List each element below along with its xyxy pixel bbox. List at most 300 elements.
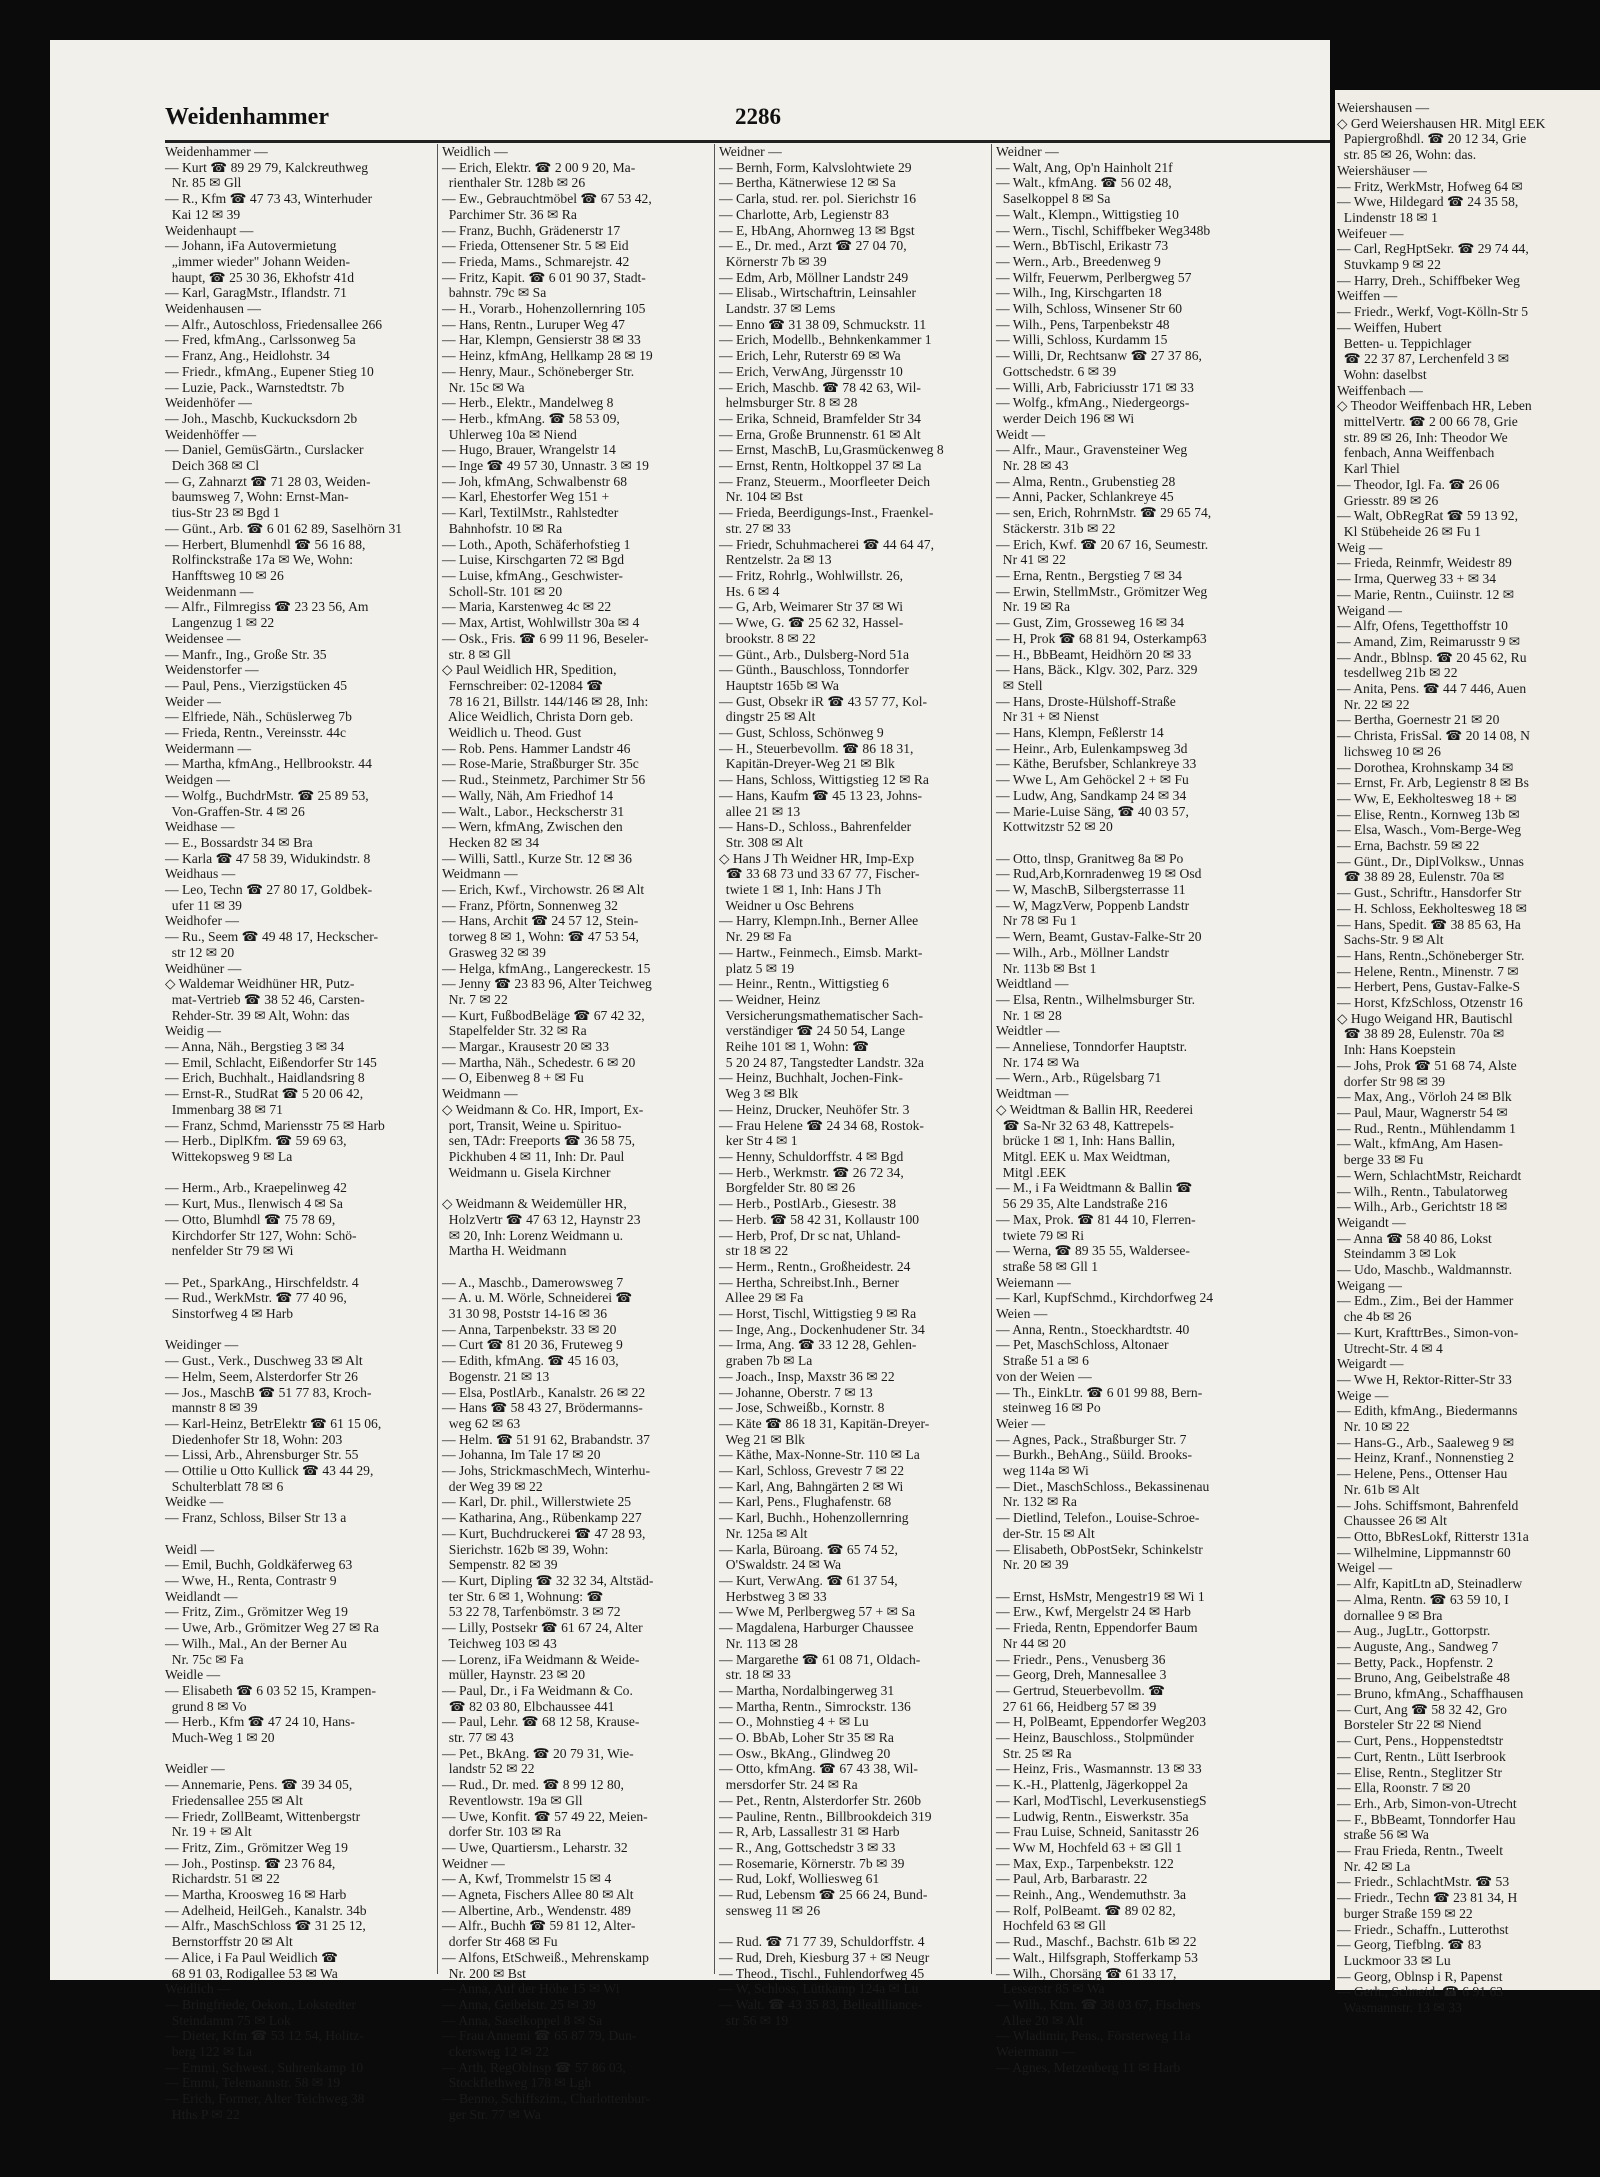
listing-line: Nr. 61b ✉ Alt [1337, 1481, 1420, 1497]
listing-line: — Rud, Dreh, Kiesburg 37 + ✉ Neugr [719, 1949, 930, 1965]
listing-line: — Hans ☎ 58 43 27, Brödermanns- [442, 1400, 643, 1416]
listing-line: — Elisabeth ☎ 6 03 52 15, Krampen- [165, 1682, 376, 1698]
listing-line: Weidner — [719, 144, 782, 159]
listing-line: Weidtman — [996, 1086, 1069, 1102]
listing-line: Steindamm 3 ✉ Lok [1337, 1246, 1456, 1262]
listing-line: — Osw., BkAng., Glindweg 20 [719, 1745, 891, 1761]
listing-line: HolzVertr ☎ 47 63 12, Haynstr 23 [442, 1211, 641, 1227]
listing-line: — Kurt, Dipling ☎ 32 32 34, Altstäd- [442, 1572, 654, 1588]
listing-line: — Paul, Maur, Wagnerstr 54 ✉ [1337, 1105, 1508, 1120]
listing-line: — Walt., Labor., Heckscherstr 31 [442, 803, 625, 819]
listing-line: Nr. 15c ✉ Wa [442, 379, 525, 395]
listing-line: Landstr. 37 ✉ Lems [719, 301, 836, 317]
listing-line: — Ew., Gebrauchtmöbel ☎ 67 53 42, [442, 191, 652, 207]
listing-line: — Johanne, Oberstr. 7 ✉ 13 [719, 1384, 873, 1400]
listing-line: — Frau Luise, Schneid, Sanitasstr 26 [996, 1824, 1199, 1840]
listing-line: str 18 ✉ 22 [719, 1243, 789, 1259]
listing-line: — Frau Annemi ☎ 65 87 79, Dun- [442, 2028, 637, 2044]
listing-line: — Erh., Arb, Simon-von-Utrecht [1337, 1795, 1517, 1811]
listing-line: Weidenhöffer — [165, 426, 257, 442]
listing-line: Pickhuben 4 ✉ 11, Inh: Dr. Paul [442, 1149, 625, 1164]
listing-line: — Herb., DiplKfm. ☎ 59 69 63, [165, 1133, 347, 1149]
listing-line: Mitgl .EEK [996, 1164, 1067, 1180]
listing-line [442, 1259, 710, 1275]
listing-line: ker Str 4 ✉ 1 [719, 1133, 798, 1149]
listing-line: — Ludw, Ang, Sandkamp 24 ✉ 34 [996, 787, 1187, 803]
listing-line: — Rud., Dr. med. ☎ 8 99 12 80, [442, 1777, 624, 1793]
listing-line: — Agnes, Pack., Straßburger Str. 7 [996, 1431, 1187, 1447]
listing-line: Kapitän-Dreyer-Weg 21 ✉ Blk [719, 756, 895, 772]
listing-line: — Georg, Dreh, Mannesallee 3 [996, 1667, 1167, 1683]
listing-line: baumsweg 7, Wohn: Ernst-Man- [165, 489, 349, 505]
listing-line: Weg 21 ✉ Blk [719, 1431, 805, 1447]
listing-line: Kirchdorfer Str 127, Wohn: Schö- [165, 1227, 357, 1243]
listing-line: — A, Kwf, Trommelstr 15 ✉ 4 [442, 1871, 612, 1887]
listing-line: berg 122 ✉ La [165, 2044, 253, 2060]
listing-line: — Friedr., SchlachtMstr. ☎ 53 [1337, 1874, 1510, 1890]
listing-line: Rolfinckstraße 17a ✉ We, Wohn: [165, 552, 354, 568]
listing-line: Fernschreiber: 02-12084 ☎ [442, 677, 604, 693]
listing-line: — Franz, Pförtn, Sonnenweg 32 [442, 897, 618, 913]
listing-line: — E., Bossardstr 34 ✉ Bra [165, 834, 313, 850]
listing-line: berge 33 ✉ Fu [1337, 1152, 1424, 1168]
listing-line: — Wladimir, Pens., Försterweg 11a [996, 2028, 1191, 2044]
listing-line: — Frau Frieda, Rentn., Tweelt [1337, 1843, 1504, 1859]
listing-line: — Joh., Maschb, Kuckucksdorn 2b [165, 410, 358, 426]
listing-line: — Walt, Ang, Op'n Hainholt 21f [996, 159, 1173, 175]
listing-line: Herbstweg 3 ✉ 33 [719, 1588, 827, 1604]
listing-line: — Rolf, PolBeamt. ☎ 89 02 82, [996, 1902, 1176, 1918]
listing-line: — Max, Prok. ☎ 81 44 10, Flerren- [996, 1211, 1196, 1227]
listing-line: Nr. 19 + ✉ Alt [165, 1824, 252, 1840]
listing-line: — Wilh., Ktm. ☎ 38 03 67, Fischers [996, 1996, 1201, 2012]
listing-line: Weiershäuser — [1337, 162, 1427, 178]
listing-line: — Lissi, Arb., Ahrensburger Str. 55 [165, 1447, 359, 1463]
listing-line: — E, HbAng, Ahornweg 13 ✉ Bgst [719, 222, 915, 238]
listing-line: ger Str. 77 ✉ Wa [442, 2106, 541, 2122]
listing-line: Weidinger — [165, 1337, 239, 1353]
listing-line: — Harry, Dreh., Schiffbeker Weg [1337, 272, 1520, 288]
listing-line: — Karl, Ang, Bahngärten 2 ✉ Wi [719, 1478, 904, 1494]
listing-line: — Reinh., Ang., Wendemuthstr. 3a [996, 1887, 1187, 1903]
listing-line: ter Str. 6 ✉ 1, Wohnung: ☎ [442, 1588, 604, 1604]
listing-line: — H., BbBeamt, Heidhörn 20 ✉ 33 [996, 646, 1192, 662]
listing-line: — Max, Exp., Tarpenbekstr. 122 [996, 1855, 1174, 1871]
listing-line: — Herm., Rentn., Großheidestr. 24 [719, 1258, 911, 1274]
listing-line: — Emil, Buchh, Goldkäferweg 63 [165, 1557, 353, 1573]
listing-line: Weidensee — [165, 630, 241, 646]
listing-line: Weidlandt — [165, 1588, 238, 1604]
listing-line: — Gust., Verk., Duschweg 33 ✉ Alt [165, 1353, 363, 1369]
listing-line: Borsteler Str 22 ✉ Niend [1337, 1717, 1482, 1733]
listing-line: — Martha, Näh., Schedestr. 6 ✉ 20 [442, 1054, 636, 1070]
listing-line: — Karl, Dr. phil., Willerstwiete 25 [442, 1494, 632, 1510]
listing-line: Weier — [996, 1415, 1046, 1431]
listing-line: — Alfr., Buchh ☎ 59 81 12, Alter- [442, 1918, 636, 1934]
listing-line: — Franz, Ang., Heidlohstr. 34 [165, 348, 330, 364]
listing-line: — Katharina, Ang., Rübenkamp 227 [442, 1510, 642, 1526]
listing-line: — Erwin, StellmMstr., Grömitzer Weg [996, 583, 1208, 599]
listing-line: — Herb. ☎ 58 42 31, Kollaustr 100 [719, 1211, 920, 1227]
listing-line: — O., Mohnstieg 4 + ✉ Lu [719, 1714, 869, 1730]
listing-line: — Wilh., Arb., Möllner Landstr [996, 944, 1169, 960]
listing-line: Saselkoppel 8 ✉ Sa [996, 191, 1111, 207]
listing-line: — Anna, Geibelstr. 25 ✉ 39 [442, 1996, 596, 2012]
listing-line: lichsweg 10 ✉ 26 [1337, 743, 1441, 759]
listing-line: Weidl — [165, 1541, 215, 1557]
listing-line: — Henny, Schuldorffstr. 4 ✉ Bgd [719, 1149, 904, 1164]
listing-line: — Frieda, Reinmfr, Weidestr 89 [1337, 555, 1512, 571]
listing-line: Bahnhofstr. 10 ✉ Ra [442, 520, 563, 536]
listing-line: ☎ Sa-Nr 32 63 48, Kattrepels- [996, 1117, 1174, 1133]
listing-line: Wohn: daselbst [1337, 366, 1427, 382]
listing-line: — Hans, Schloss, Wittigstieg 12 ✉ Ra [719, 772, 929, 788]
listing-line: — Agneta, Fischers Allee 80 ✉ Alt [442, 1887, 634, 1903]
page-title: Weidenhammer [165, 104, 329, 130]
listing-line: Nr. 174 ✉ Wa [996, 1054, 1080, 1070]
listing-line: Nr. 20 ✉ 39 [996, 1557, 1069, 1573]
listing-line: — Rud, Lokf, Wolliesweg 61 [719, 1871, 880, 1887]
listing-line: — Erw., Kwf, Mergelstr 24 ✉ Harb [996, 1604, 1191, 1620]
listing-line: Weifeuer — [1337, 225, 1404, 241]
listing-line: — Friedr, ZollBeamt, Wittenbergstr [165, 1808, 361, 1824]
listing-line: — A., Maschb., Damerowsweg 7 [442, 1274, 624, 1290]
listing-line: — Horst, KfzSchloss, Otzenstr 16 [1337, 995, 1523, 1011]
listing-line: — Elise, Rentn., Kornweg 13b ✉ [1337, 806, 1520, 822]
listing-line: — Karl, ModTischl, LeverkusenstiegS [996, 1792, 1207, 1808]
listing-line: — Kurt, Buchdruckerei ☎ 47 28 93, [442, 1525, 646, 1541]
listing-line: — Agnes, Metzenberg 11 ✉ Harb [996, 2059, 1181, 2075]
listing-line: — H. Schloss, Eekholtesweg 18 ✉ [1337, 900, 1527, 916]
listing-line: — Herb., Kfm ☎ 47 24 10, Hans- [165, 1714, 355, 1730]
listing-line: — Elisab., Wirtschaftrin, Leinsahler [719, 285, 917, 301]
listing-line: — Ru., Seem ☎ 49 48 17, Heckscher- [165, 929, 378, 945]
listing-line: Rehder-Str. 39 ✉ Alt, Wohn: das [165, 1007, 350, 1023]
listing-line: — Franz, Buchh, Grädenerstr 17 [442, 222, 621, 238]
listing-line: ☎ 33 68 73 und 33 67 77, Fischer- [719, 866, 920, 882]
listing-line: mersdorfer Str. 24 ✉ Ra [719, 1777, 858, 1793]
listing-line: — Erich, Maschb. ☎ 78 42 63, Wil- [719, 379, 921, 395]
listing-line: — Anna, Rentn., Stoeckhardtstr. 40 [996, 1321, 1190, 1337]
listing-line: Weidenhaupt — [165, 222, 254, 238]
listing-line: Uhlerweg 10a ✉ Niend [442, 426, 577, 442]
listing-line: — Erich, Modellb., Behnkenkammer 1 [719, 332, 932, 348]
listing-line: — Käte ☎ 86 18 31, Kapitän-Dreyer- [719, 1415, 930, 1431]
listing-line: tius-Str 23 ✉ Bgd 1 [165, 505, 280, 521]
listing-line: Nr. 104 ✉ Bst [719, 489, 803, 505]
listing-line: — Helm. ☎ 51 91 62, Brabandstr. 37 [442, 1431, 650, 1447]
listing-line: — Andr., Bblnsp. ☎ 20 45 62, Ru [1337, 649, 1527, 665]
listing-line: Bernstorffstr 20 ✉ Alt [165, 1934, 293, 1950]
listing-line: — O. BbAb, Loher Str 35 ✉ Ra [719, 1730, 894, 1746]
listing-line: str 56 ✉ 19 [719, 2012, 789, 2028]
listing-line: str. 85 ✉ 26, Wohn: das. [1337, 147, 1477, 163]
listing-line: Von-Graffen-Str. 4 ✉ 26 [165, 803, 305, 819]
listing-line: Friedensallee 255 ✉ Alt [165, 1792, 303, 1808]
listing-line: dorfer Str 468 ✉ Fu [442, 1934, 558, 1950]
column-1 [165, 144, 433, 2122]
listing-line: Nr. 10 ✉ 22 [1337, 1419, 1410, 1435]
listing-line: — K.-H., Plattenlg, Jägerkoppel 2a [996, 1777, 1188, 1793]
listing-line: Straße 51 a ✉ 6 [996, 1353, 1089, 1369]
listing-line: Martha H. Weidmann [442, 1243, 567, 1259]
listing-line: Hochfeld 63 ✉ Gll [996, 1918, 1106, 1934]
listing-line: — Wwe, H., Renta, Contrastr 9 [165, 1572, 337, 1588]
listing-line: — Karl, Ehestorfer Weg 151 + [442, 489, 610, 505]
listing-line: — Fritz, WerkMstr, Hofweg 64 ✉ [1337, 178, 1523, 194]
listing-line: Immenbarg 38 ✉ 71 [165, 1101, 283, 1117]
listing-line: — Auguste, Ang., Sandweg 7 [1337, 1638, 1499, 1654]
listing-line: Weidke — [165, 1494, 224, 1510]
listing-line: — Herbert, Pens, Gustav-Falke-S [1337, 979, 1521, 995]
listing-line: landstr 52 ✉ 22 [442, 1761, 535, 1777]
listing-line: — Joh., Postinsp. ☎ 23 76 84, [165, 1855, 336, 1871]
listing-line: von der Weien — [996, 1368, 1092, 1384]
listing-line: Nr. 132 ✉ Ra [996, 1494, 1077, 1510]
listing-line: — Edm, Arb, Möllner Landstr 249 [719, 269, 909, 285]
listing-line: — Hans, Kaufm ☎ 45 13 23, Johns- [719, 787, 923, 803]
listing-line: — W, MaschB, Silbergsterrasse 11 [996, 882, 1186, 898]
listing-line: — Johann, iFa Autovermietung [165, 238, 337, 254]
listing-line: — Alfr, Ofens, Tegetthoffstr 10 [1337, 618, 1508, 634]
listing-line: — Erna, Rentn., Bergstieg 7 ✉ 34 [996, 567, 1182, 583]
listing-line: — Ella, Roonstr. 7 ✉ 20 [1337, 1780, 1471, 1796]
listing-line: — Alfr., MaschSchloss ☎ 31 25 12, [165, 1918, 366, 1934]
listing-line: Weidner u Osc Behrens [719, 897, 854, 913]
listing-line: — Betty, Pack., Hopfenstr. 2 [1337, 1654, 1494, 1670]
listing-line: — Max, Ang., Vörloh 24 ✉ Blk [1337, 1089, 1512, 1105]
listing-line: — G, Arb, Weimarer Str 37 ✉ Wi [719, 599, 904, 615]
listing-line: Weidtler — [996, 1023, 1060, 1039]
listing-line: — Rud, Lebensm ☎ 25 66 24, Bund- [719, 1887, 928, 1903]
listing-line: Weidmann — [442, 866, 518, 882]
listing-line: — Friedr., Pens., Venusberg 36 [996, 1651, 1166, 1667]
listing-line: Nr. 75c ✉ Fa [165, 1651, 244, 1667]
listing-line: — F., BbBeamt, Tonndorfer Hau [1337, 1811, 1516, 1827]
listing-line: — Martha, Nordalbingerweg 31 [719, 1682, 895, 1698]
listing-line: — Herb., PostlArb., Giesestr. 38 [719, 1196, 897, 1212]
listing-line: — Hans, Klempn, Feßlerstr 14 [996, 725, 1164, 741]
listing-line: — Aug., JugLtr., Gottorpstr. [1337, 1623, 1491, 1639]
listing-line: grund 8 ✉ Vo [165, 1698, 247, 1714]
listing-line: müller, Haynstr. 23 ✉ 20 [442, 1667, 585, 1683]
listing-line: — Fritz, Zim., Grömitzer Weg 19 [165, 1839, 348, 1855]
listing-line: — sen, Erich, RohrnMstr. ☎ 29 65 74, [996, 505, 1212, 521]
listing-line: — Horst, Tischl, Wittigstieg 9 ✉ Ra [719, 1306, 917, 1322]
listing-line: — Franz, Schmd, Mariensstr 75 ✉ Harb [165, 1117, 385, 1133]
listing-line: Weidtland — [996, 976, 1069, 992]
listing-line: Weiemann — [996, 1274, 1071, 1290]
listing-line: — Heinr., Rentn., Wittigstieg 6 [719, 976, 889, 992]
listing-line: — Kurt, Mus., Ilenwisch 4 ✉ Sa [165, 1196, 343, 1212]
listing-line: — Leo, Techn ☎ 27 80 17, Goldbek- [165, 882, 373, 898]
listing-line: — Uwe, Arb., Grömitzer Weg 27 ✉ Ra [165, 1620, 379, 1636]
listing-line: — Walt., kfmAng, Am Hasen- [1337, 1136, 1503, 1152]
listing-line: str. 8 ✉ Gll [442, 646, 511, 662]
listing-line: — Loth., Apoth, Schäferhofstieg 1 [442, 536, 631, 552]
listing-line: — Jos., MaschB ☎ 51 77 83, Kroch- [165, 1384, 372, 1400]
listing-line: — Emil, Schlacht, Eißendorfer Str 145 [165, 1054, 377, 1070]
listing-line: — Ernst, Fr. Arb, Legienstr 8 ✉ Bs [1337, 775, 1529, 791]
listing-line: mittelVertr. ☎ 2 00 66 78, Grie [1337, 414, 1518, 430]
listing-line: 68 91 03, Rodigallee 53 ✉ Wa [165, 1965, 338, 1981]
listing-line: sen, TAdr: Freeports ☎ 36 58 75, [442, 1133, 636, 1149]
listing-line: werder Deich 196 ✉ Wi [996, 410, 1135, 426]
listing-line: Weidenstorfer — [165, 662, 259, 678]
listing-line: — Hans, Spedit. ☎ 38 85 63, Ha [1337, 916, 1521, 932]
listing-line: brookstr. 8 ✉ 22 [719, 630, 816, 646]
listing-line: der-Str. 15 ✉ Alt [996, 1525, 1095, 1541]
listing-line: — Karl, Schloss, Grevestr 7 ✉ 22 [719, 1463, 905, 1479]
listing-line: burger Straße 159 ✉ 22 [1337, 1905, 1473, 1921]
listing-line: — Erich, Buchhalt., Haidlandsring 8 [165, 1070, 365, 1086]
listing-line: Betten- u. Teppichlager [1337, 335, 1472, 351]
listing-line: — Helm, Seem, Alsterdorfer Str 26 [165, 1368, 358, 1384]
listing-line: — Herb., Elektr., Mandelweg 8 [442, 395, 614, 411]
listing-line: Kl Stübeheide 26 ✉ Fu 1 [1337, 523, 1481, 539]
listing-line: — Martha, Rentn., Simrockstr. 136 [719, 1698, 911, 1714]
listing-line: Allee 20 ✉ Alt [996, 2012, 1084, 2028]
listing-line: — Herb., kfmAng. ☎ 58 53 09, [442, 410, 620, 426]
listing-line: Sierichstr. 162b ✉ 39, Wohn: [442, 1541, 609, 1557]
listing-line: str 12 ✉ 20 [165, 944, 235, 960]
listing-line: Weidig — [165, 1023, 221, 1039]
listing-line: dornallee 9 ✉ Bra [1337, 1607, 1443, 1623]
listing-line: — Pauline, Rentn., Billbrookdeich 319 [719, 1808, 932, 1824]
listing-line: Nr. 22 ✉ 22 [1337, 696, 1410, 712]
listing-line: — Wwe L, Am Gehöckel 2 + ✉ Fu [996, 772, 1189, 788]
listing-line: — Kurt, KrafttrBes., Simon-von- [1337, 1324, 1519, 1340]
listing-line: — Johs, StrickmaschMech, Winterhu- [442, 1463, 650, 1479]
listing-line: — Günth., Bauschloss, Tonndorfer [719, 662, 909, 678]
listing-line: — Joh, kfmAng, Schwalbenstr 68 [442, 473, 628, 489]
listing-line: Hs. 6 ✉ 4 [719, 583, 780, 599]
listing-line: — Wern, kfmAng, Zwischen den [442, 819, 623, 835]
listing-line: Papiergroßhdl. ☎ 20 12 34, Grie [1337, 131, 1527, 147]
listing-line: — Wilh., Mal., An der Berner Au [165, 1635, 347, 1651]
listing-line: — Willi, Sattl., Kurze Str. 12 ✉ 36 [442, 850, 632, 866]
listing-line: straße 58 ✉ Gll 1 [996, 1258, 1098, 1274]
listing-line: — Ernst, Rentn, Holtkoppel 37 ✉ La [719, 458, 922, 474]
listing-line: Weidenhöfer — [165, 395, 252, 411]
listing-line: — H, Prok ☎ 68 81 94, Osterkamp63 [996, 630, 1207, 646]
listing-line: — Gertrud, Steuerbevollm. ☎ [996, 1682, 1166, 1698]
listing-line: Weider — [165, 693, 221, 709]
listing-line: — Carla, stud. rer. pol. Sierichstr 16 [719, 191, 917, 207]
listing-line: Weidenhausen — [165, 301, 261, 317]
listing-line: — Heinr., Arb, Eulenkampsweg 3d [996, 740, 1188, 756]
listing-line: Sinstorfweg 4 ✉ Harb [165, 1306, 294, 1322]
listing-line: — Johanna, Im Tale 17 ✉ 20 [442, 1447, 601, 1463]
listing-line [165, 1259, 433, 1275]
listing-line: — Erich, Former, Alter Teichweg 38 [165, 2091, 365, 2107]
listing-line: — W, MagzVerw, Poppenb Landstr [996, 897, 1190, 913]
listing-line: — Elsa, PostlArb., Kanalstr. 26 ✉ 22 [442, 1384, 646, 1400]
listing-line: — Pet., BkAng. ☎ 20 79 31, Wie- [442, 1745, 634, 1761]
listing-line: — Ww M, Hochfeld 63 + ✉ Gll 1 [996, 1839, 1183, 1855]
listing-line: — Alfr., Maur., Gravensteiner Weg [996, 442, 1188, 458]
listing-line: — Elsa, Wasch., Vom-Berge-Weg [1337, 822, 1522, 838]
listing-line: ◇ Hans J Th Weidner HR, Imp-Exp [719, 850, 914, 866]
listing-line: 53 22 78, Tarfenbömstr. 3 ✉ 72 [442, 1604, 621, 1620]
listing-line: — Wern., Tischl, Schiffbeker Weg348b [996, 222, 1211, 238]
listing-line: — R, Arb, Lassallestr 31 ✉ Harb [719, 1824, 900, 1840]
listing-line: — Lorenz, iFa Weidmann & Weide- [442, 1651, 640, 1667]
listing-line: Weidenhammer — [165, 144, 268, 159]
listing-line: — Alfr., Autoschloss, Friedensallee 266 [165, 316, 383, 332]
listing-line: — Luzie, Pack., Warnstedtstr. 7b [165, 379, 345, 395]
listing-line: — Paul, Lehr. ☎ 68 12 58, Krause- [442, 1714, 640, 1730]
listing-line: — Anneliese, Tonndorfer Hauptstr. [996, 1039, 1187, 1055]
listing-line: Utrecht-Str. 4 ✉ 4 [1337, 1340, 1443, 1356]
listing-line: — Alfr., Filmregiss ☎ 23 23 56, Am [165, 599, 369, 615]
column-divider [437, 144, 438, 1974]
listing-line: Weigandt — [1337, 1214, 1406, 1230]
listing-line: Wasmannstr. 13 ✉ 33 [1337, 2000, 1462, 2016]
listing-line: Lindenstr 18 ✉ 1 [1337, 209, 1438, 225]
listing-line: Weidhaus — [165, 866, 236, 882]
listing-line: — Gust., Schriftr., Hansdorfer Str [1337, 885, 1522, 901]
listing-line: — Joach., Insp, Maxstr 36 ✉ 22 [719, 1368, 895, 1384]
listing-line: — Herbert, Blumenhdl ☎ 56 16 88, [165, 536, 366, 552]
listing-line [165, 1526, 433, 1542]
listing-line [442, 1180, 710, 1196]
listing-line: — Kurt, VerwAng. ☎ 61 37 54, [719, 1572, 898, 1588]
listing-line: — Otto, kfmAng. ☎ 67 43 38, Wil- [719, 1761, 918, 1777]
listing-line: — Henry, Maur., Schöneberger Str. [442, 363, 635, 379]
listing-line: — Karl, TextilMstr., Rahlstedter [442, 505, 619, 521]
listing-line: — M., i Fa Weidtmann & Ballin ☎ [996, 1180, 1193, 1196]
listing-line: Nr. 19 ✉ Ra [996, 599, 1071, 615]
listing-line: — Anna, Näh., Bergstieg 3 ✉ 34 [165, 1039, 345, 1055]
listing-line: — Alice, i Fa Paul Weidlich ☎ [165, 1949, 339, 1965]
listing-line: — Herm., Arb., Kraepelinweg 42 [165, 1180, 347, 1196]
listing-line: Nr. 28 ✉ 43 [996, 458, 1069, 474]
listing-line: — Rud., Maschf., Bachstr. 61b ✉ 22 [996, 1934, 1197, 1950]
listing-line: — Uwe, Quartiersm., Leharstr. 32 [442, 1839, 628, 1855]
listing-line: ◇ Weidtman & Ballin HR, Reederei [996, 1101, 1194, 1117]
listing-line: Weidgen — [165, 772, 230, 788]
listing-line: — Franz, Steuerm., Moorfleeter Deich [719, 473, 931, 489]
listing-line: — Frieda, Rentn, Eppendorfer Baum [996, 1620, 1198, 1636]
listing-line: — Emmi, Schwest., Suhrenkamp 10 [165, 2059, 364, 2075]
listing-line: — Willi, Dr, Rechtsanw ☎ 27 37 86, [996, 348, 1202, 364]
listing-line: Stäckerstr. 31b ✉ 22 [996, 520, 1116, 536]
listing-line: O'Swaldstr. 24 ✉ Wa [719, 1557, 841, 1573]
listing-line: — Hans, Droste-Hülshoff-Straße [996, 693, 1176, 709]
listing-line: sensweg 11 ✉ 26 [719, 1902, 821, 1918]
listing-line: — Diet., MaschSchloss., Bekassinenau [996, 1478, 1210, 1494]
listing-line: — Ww, E, Eekholtesweg 18 + ✉ [1337, 790, 1517, 806]
listing-line: — H, PolBeamt, Eppendorfer Weg203 [996, 1714, 1207, 1730]
listing-line: — Elise, Rentn., Steglitzer Str [1337, 1764, 1502, 1780]
listing-line: — Werna, ☎ 89 35 55, Waldersee- [996, 1243, 1190, 1259]
listing-line: ◇ Weidmann & Weidemüller HR, [442, 1196, 627, 1212]
listing-line: — Helga, kfmAng., Langereckestr. 15 [442, 960, 651, 976]
listing-line: — Hans-G., Arb., Saaleweg 9 ✉ [1337, 1434, 1515, 1450]
listing-line: — Käthe, Berufsber, Schlankreye 33 [996, 756, 1197, 772]
listing-line: — Benno, Schiffszim., Charlottenbur- [442, 2091, 650, 2107]
listing-line: Hecken 82 ✉ 34 [442, 834, 540, 850]
listing-line: port, Transit, Weine u. Spirituo- [442, 1117, 622, 1133]
listing-line: — Willi, Arb, Fabriciusstr 171 ✉ 33 [996, 379, 1194, 395]
listing-line: — Hugo, Brauer, Wrangelstr 14 [442, 442, 616, 458]
listing-line: — Willi, Schloss, Kurdamm 15 [996, 332, 1168, 348]
listing-line: — Walt. ☎ 43 35 83, Belleallliance- [719, 1996, 922, 2012]
listing-line: — Erich, VerwAng, Jürgensstr 10 [719, 363, 903, 379]
listing-line: — Wolfg., BuchdrMstr. ☎ 25 89 53, [165, 787, 369, 803]
directory-columns [165, 144, 1330, 2122]
